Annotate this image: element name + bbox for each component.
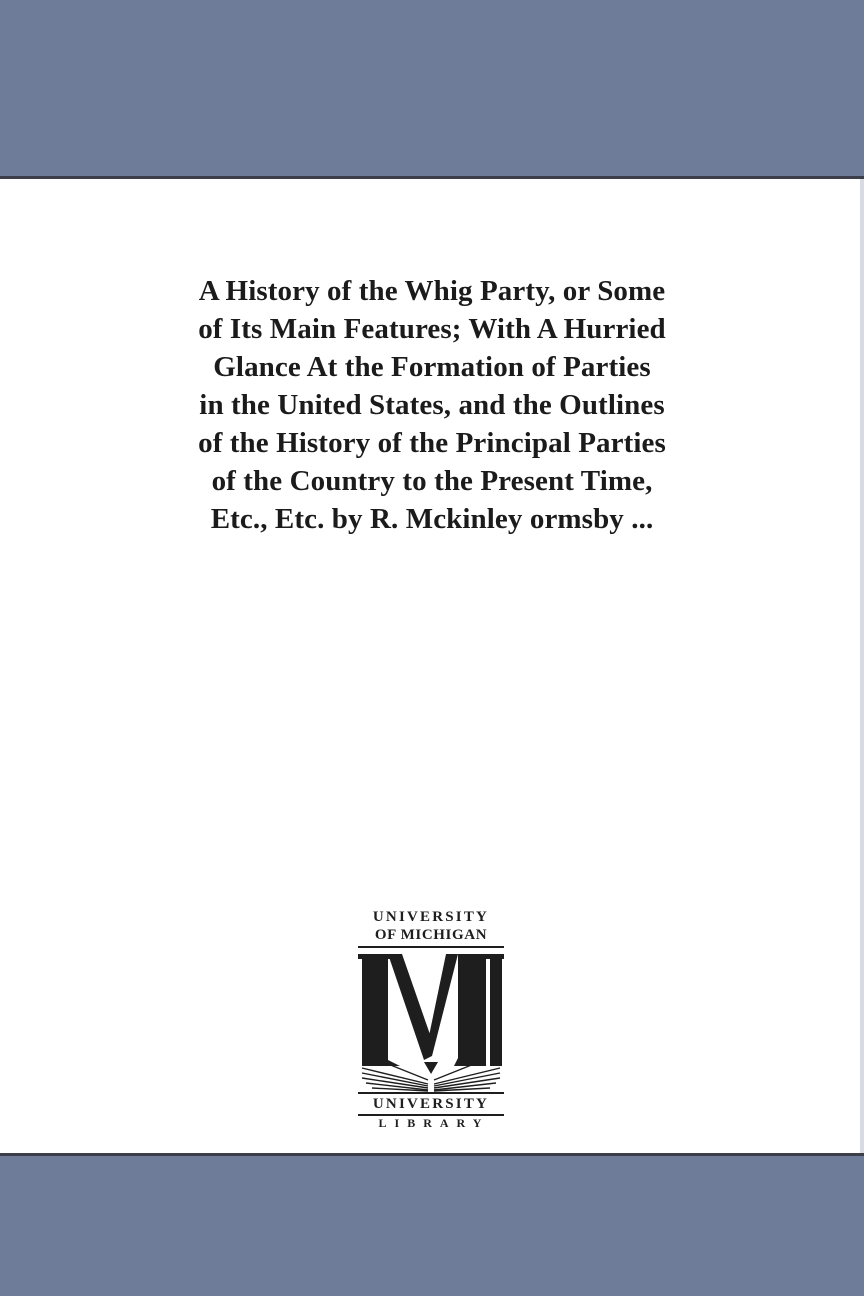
title-line: of Its Main Features; With A Hurried (198, 313, 666, 345)
title-line: Etc., Etc. by R. Mckinley ormsby ... (210, 503, 654, 535)
title-line: Glance At the Formation of Parties (213, 351, 651, 383)
logo-text-university: UNIVERSITY (372, 909, 490, 925)
cover-edge-shadow (860, 179, 864, 1153)
title-line: of the History of the Principal Parties (198, 427, 666, 459)
logo-rule-middle (358, 1092, 504, 1094)
title-line: in the United States, and the Outlines (199, 389, 665, 421)
logo-text-of-michigan: OF MICHIGAN (374, 927, 488, 943)
book-title (110, 272, 754, 538)
bottom-color-band (0, 1153, 864, 1296)
title-line: of the Country to the Present Time, (211, 465, 653, 497)
university-library-logo (356, 908, 506, 1140)
logo-rule-top (358, 946, 504, 948)
title-line: A History of the Whig Party, or Some (198, 275, 666, 307)
university-of-michigan-library-mark-icon (358, 950, 504, 1092)
logo-text-library: LIBRARY (378, 1116, 490, 1130)
logo-text-university-bottom: UNIVERSITY (372, 1096, 490, 1112)
top-color-band (0, 0, 864, 179)
